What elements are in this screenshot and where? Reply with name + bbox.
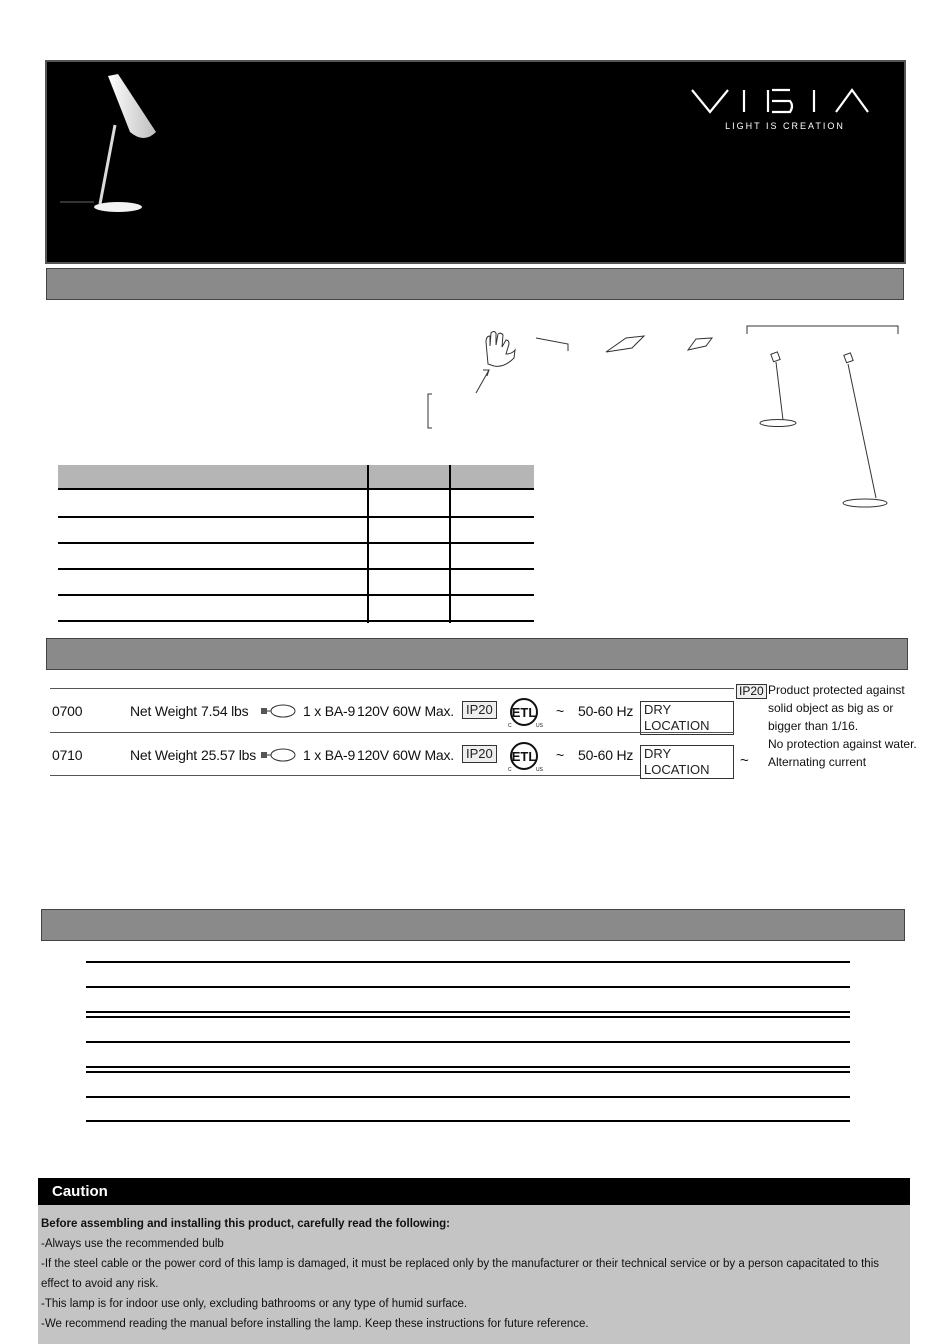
floor-lamp-outline — [843, 353, 887, 507]
rule-line — [86, 1041, 850, 1043]
rule-line — [86, 986, 850, 988]
tools-illustration — [420, 320, 730, 435]
table-row — [58, 544, 534, 570]
parts-table-header — [58, 465, 534, 490]
svg-text:ETL: ETL — [511, 705, 537, 720]
weight-label: Net Weight — [130, 747, 197, 763]
frequency: 50-60 Hz — [578, 747, 634, 763]
rule-line — [86, 1120, 850, 1122]
caution-body — [41, 1214, 907, 1334]
caution-title: Caution — [38, 1178, 910, 1205]
table-row — [58, 518, 534, 544]
rule-line — [86, 1096, 850, 1098]
allen-key-icon — [536, 338, 568, 351]
column-divider — [367, 465, 369, 623]
etl-listed-icon — [506, 695, 542, 729]
dry-location-badge: DRY LOCATION — [640, 745, 734, 779]
ip-rating-badge: IP20 — [462, 745, 497, 763]
legend-ip-line: No protection against water. — [768, 737, 917, 751]
dry-location-badge: DRY LOCATION — [640, 701, 734, 735]
model-code: 0700 — [52, 703, 83, 719]
legend-ip-line: bigger than 1/16. — [768, 719, 859, 733]
etl-listed-icon — [506, 739, 542, 773]
rule-line — [86, 1011, 850, 1013]
parts-table — [58, 465, 534, 623]
section-bar-specifications — [46, 638, 908, 670]
vibia-logo — [690, 86, 870, 116]
spec-row-0700 — [50, 688, 734, 732]
glove-icon — [486, 332, 515, 367]
rule-line — [86, 1071, 850, 1073]
column-divider — [449, 465, 451, 623]
bulb-icon — [260, 703, 298, 719]
table-row — [58, 492, 534, 518]
legend-text — [768, 681, 918, 771]
legend-ip-line: solid object as big as or — [768, 701, 894, 715]
spec-row-0710 — [50, 732, 734, 776]
svg-text:US: US — [536, 767, 543, 773]
blade-icon — [688, 338, 712, 350]
model-bracket — [747, 326, 898, 334]
ac-icon: ~ — [556, 703, 564, 719]
section-bar-components — [46, 268, 904, 300]
table-row — [58, 570, 534, 596]
rule-line — [86, 1016, 850, 1018]
alternating-current-icon: ~ — [740, 752, 749, 769]
ip-rating-badge: IP20 — [462, 701, 497, 719]
table-row — [58, 596, 534, 622]
screwdriver-icon — [606, 336, 644, 352]
section-bar-notes — [41, 909, 905, 941]
rule-line — [86, 961, 850, 963]
svg-text:ETL: ETL — [511, 749, 537, 764]
weight-value: 7.54 lbs — [201, 703, 249, 719]
model-code: 0710 — [52, 747, 83, 763]
frequency: 50-60 Hz — [578, 703, 634, 719]
weight-label: Net Weight — [130, 703, 197, 719]
svg-text:US: US — [536, 723, 543, 729]
caution-item: -This lamp is for indoor use only, excluding bathrooms or any type of humid surface. — [41, 1298, 468, 1310]
ac-icon: ~ — [556, 747, 564, 763]
legend-ip-line: Product protected against — [768, 683, 905, 697]
legend-ac-text: Alternating current — [768, 755, 867, 769]
table-lamp-outline — [760, 352, 796, 427]
legend-ip-badge: IP20 — [736, 684, 767, 699]
bulb-icon — [260, 747, 298, 763]
caution-item: -Always use the recommended bulb — [41, 1238, 224, 1250]
power-rating: 120V 60W Max. — [357, 703, 454, 719]
svg-text:C: C — [508, 767, 512, 773]
power-rating: 120V 60W Max. — [357, 747, 454, 763]
bulb-type: 1 x BA-9 — [303, 747, 356, 763]
table-lamp-image — [60, 70, 170, 220]
rule-line — [86, 1066, 850, 1068]
caution-item: -If the steel cable or the power cord of this lamp is damaged, it must be replaced only by the manufacturer or their technical service or by a person capacitated to this effect to avoid any risk. — [41, 1258, 880, 1290]
brand-tagline: LIGHT IS CREATION — [725, 121, 845, 131]
lamp-models-illustration — [740, 322, 905, 517]
svg-text:C: C — [508, 723, 512, 729]
caution-item: -We recommend reading the manual before installing the lamp. Keep these instructions for future reference. — [41, 1318, 589, 1330]
bulb-type: 1 x BA-9 — [303, 703, 356, 719]
caution-intro: Before assembling and installing this product, carefully read the following: — [41, 1218, 450, 1230]
weight-value: 25.57 lbs — [201, 747, 257, 763]
